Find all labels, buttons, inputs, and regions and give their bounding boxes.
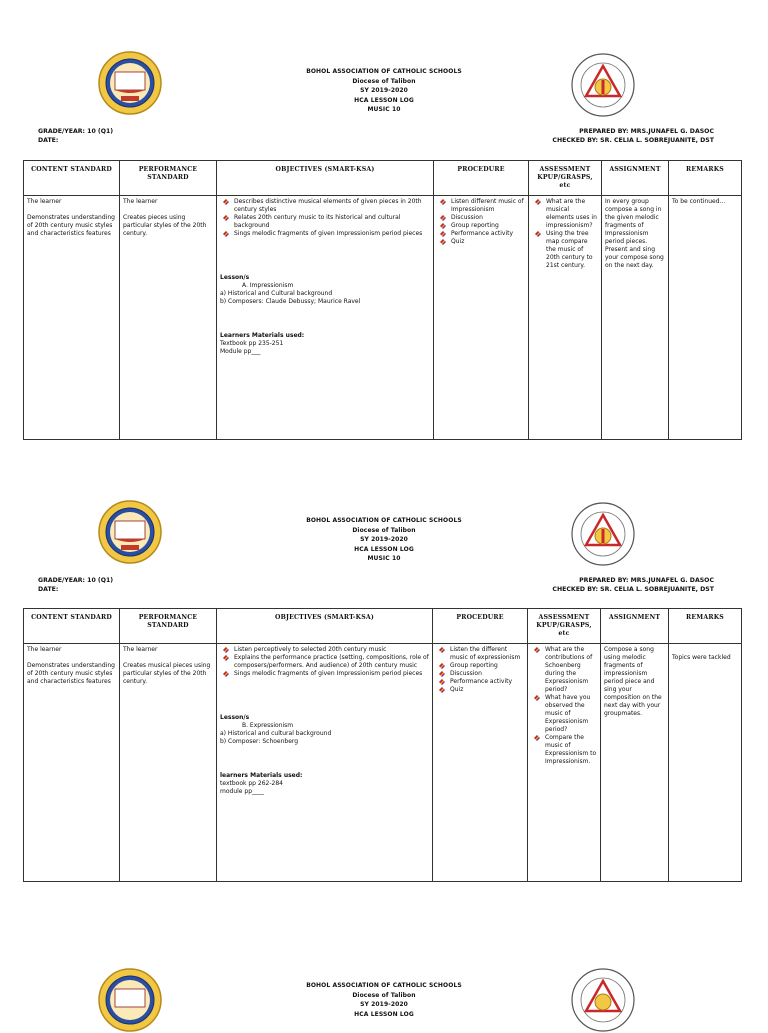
procedure-item: Discussion [450, 670, 524, 678]
col-objectives: OBJECTIVES (SMART-KSA) [217, 609, 433, 644]
subject: MUSIC 10 [367, 555, 401, 562]
col-objectives: OBJECTIVES (SMART-KSA) [217, 161, 434, 196]
diocese: Diocese of Talibon [352, 526, 416, 534]
assessment-item: Using the tree map compare the music of 20th century to 21st century. [546, 230, 598, 270]
procedure-item: Group reporting [451, 222, 525, 230]
table-row [24, 196, 742, 440]
school-header [250, 67, 518, 115]
materials-label: Learners Materials used: [220, 332, 305, 339]
objective-item: Sings melodic fragments of given Impressionism period pieces [234, 230, 430, 238]
school-year: SY 2019-2020 [360, 1001, 408, 1008]
procedure-item: Group reporting [450, 662, 524, 670]
col-assessment: ASSESSMENT KPUP/GRASPS, etc [529, 161, 602, 196]
assessment-item: What are the musical elements uses in impressionism? [546, 198, 597, 229]
materials-label: learners Materials used: [220, 772, 303, 779]
col-remarks: REMARKS [669, 609, 742, 644]
diocese: Diocese of Talibon [352, 77, 416, 85]
bacs-seal-logo [570, 501, 636, 567]
col-performance-standard: PERFORMANCE STANDARD [120, 609, 217, 644]
lesson-log-table-1 [23, 160, 742, 440]
objectives-cell [217, 196, 434, 440]
procedure-item: Listen the different music of expressionism [450, 646, 524, 662]
procedure-item: Quiz [451, 238, 525, 246]
checked-by: CHECKED BY: SR. CELIA L. SOBREJUANITE, DST [552, 137, 714, 144]
grade-date-block [38, 127, 113, 145]
grade-date-block [38, 576, 113, 594]
org-name: BOHOL ASSOCIATION OF CATHOLIC SCHOOLS [306, 982, 462, 989]
table-row [24, 644, 742, 882]
procedure-cell [434, 196, 529, 440]
school-header [250, 981, 518, 1019]
subject: MUSIC 10 [367, 106, 401, 113]
lesson-topic: A. Impressionism [242, 282, 294, 289]
remarks-cell: Topics were tackled [669, 644, 742, 882]
lesson-part: b) Composers: Claude Debussy; Maurice Ravel [220, 298, 361, 305]
col-procedure: PROCEDURE [434, 161, 529, 196]
prepared-by: PREPARED BY: MRS.JUNAFEL G. DASOC [579, 128, 714, 135]
lesson-part: a) Historical and Cultural background [220, 290, 333, 297]
school-year: SY 2019-2020 [360, 87, 408, 94]
col-assignment: ASSIGNMENT [601, 609, 669, 644]
content-standard-cell: The learner Demonstrates understanding of 20th century music styles and characteristics features [24, 644, 120, 882]
assessment-item: Compare the music of Expressionism to Impressionism. [545, 734, 597, 765]
lesson-part: b) Composer: Schoenberg [220, 738, 299, 745]
bacs-seal-logo [570, 967, 636, 1033]
remarks-cell: To be continued... [669, 196, 742, 440]
col-content-standard: CONTENT STANDARD [24, 161, 120, 196]
org-name: BOHOL ASSOCIATION OF CATHOLIC SCHOOLS [306, 68, 462, 75]
procedure-item: Discussion [451, 214, 525, 222]
diocese: Diocese of Talibon [352, 991, 416, 999]
material-item: module pp____ [220, 788, 265, 795]
material-item: Textbook pp 235-251 [220, 340, 284, 347]
col-performance-standard: PERFORMANCE STANDARD [120, 161, 217, 196]
lesson-topic: B. Expressionism [242, 722, 294, 729]
school-header [250, 516, 518, 564]
performance-standard-cell: The learner Creates musical pieces using particular styles of the 20th century. [120, 644, 217, 882]
objective-item: Explains the performance practice (setting, compositions, role of composers/performers. And audience) of 20th century music [234, 654, 429, 669]
prepared-by: PREPARED BY: MRS.JUNAFEL G. DASOC [579, 577, 714, 584]
assessment-cell [528, 644, 601, 882]
col-remarks: REMARKS [669, 161, 742, 196]
grade-year: GRADE/YEAR: 10 (Q1) [38, 128, 114, 135]
log-title: HCA LESSON LOG [354, 96, 414, 104]
lesson-part: a) Historical and cultural background [220, 730, 332, 737]
prepared-checked-block [552, 127, 714, 145]
holy-child-academy-logo [97, 499, 163, 565]
objective-item: Listen perceptively to selected 20th century music [234, 646, 429, 654]
col-assignment: ASSIGNMENT [602, 161, 669, 196]
col-procedure: PROCEDURE [433, 609, 528, 644]
procedure-cell [433, 644, 528, 882]
assessment-item: What have you observed the music of Expressionism period? [545, 694, 597, 734]
school-year: SY 2019-2020 [360, 536, 408, 543]
col-content-standard: CONTENT STANDARD [24, 609, 120, 644]
procedure-item: Quiz [450, 686, 524, 694]
objective-item: Sings melodic fragments of given Impressionism period pieces [234, 670, 429, 678]
table-header-row [24, 609, 742, 644]
procedure-item: Listen different music of Impressionism [451, 198, 524, 213]
content-standard-cell: The learner Demonstrates understanding of 20th century music styles and characteristics features [24, 196, 120, 440]
objective-item: Describes distinctive musical elements of given pieces in 20th century styles [234, 198, 430, 214]
holy-child-academy-logo [97, 967, 163, 1033]
performance-standard-cell: The learner Creates pieces using particular styles of the 20th century. [120, 196, 217, 440]
log-title: HCA LESSON LOG [354, 1010, 414, 1018]
procedure-item: Performance activity [450, 678, 524, 686]
prepared-checked-block [552, 576, 714, 594]
assignment-cell: Compose a song using melodic fragments of impressionism period piece and sing your composition on the next day with your groupmates. [601, 644, 669, 882]
objectives-cell [217, 644, 433, 882]
procedure-item: Performance activity [451, 230, 525, 238]
log-title: HCA LESSON LOG [354, 545, 414, 553]
org-name: BOHOL ASSOCIATION OF CATHOLIC SCHOOLS [306, 517, 462, 524]
objective-item: Relates 20th century music to its historical and cultural background [234, 214, 430, 230]
bacs-seal-logo [570, 52, 636, 118]
assessment-cell [529, 196, 602, 440]
assignment-cell: In every group compose a song in the given melodic fragments of Impressionism period pieces. Present and sing your compose song on the next day. [602, 196, 669, 440]
table-header-row [24, 161, 742, 196]
material-item: Module pp___ [220, 348, 261, 355]
date-label: DATE: [38, 137, 59, 144]
lesson-label: Lesson/s [220, 714, 250, 721]
checked-by: CHECKED BY: SR. CELIA L. SOBREJUANITE, DST [552, 586, 714, 593]
lesson-log-table-2 [23, 608, 742, 882]
assessment-item: What are the contributions of Schoenberg during the Expressionism period? [545, 646, 597, 694]
lesson-label: Lesson/s [220, 274, 250, 281]
date-label: DATE: [38, 586, 59, 593]
col-assessment: ASSESSMENT KPUP/GRASPS, etc [528, 609, 601, 644]
holy-child-academy-logo [97, 50, 163, 116]
grade-year: GRADE/YEAR: 10 (Q1) [38, 577, 114, 584]
material-item: textbook pp 262-284 [220, 780, 283, 787]
